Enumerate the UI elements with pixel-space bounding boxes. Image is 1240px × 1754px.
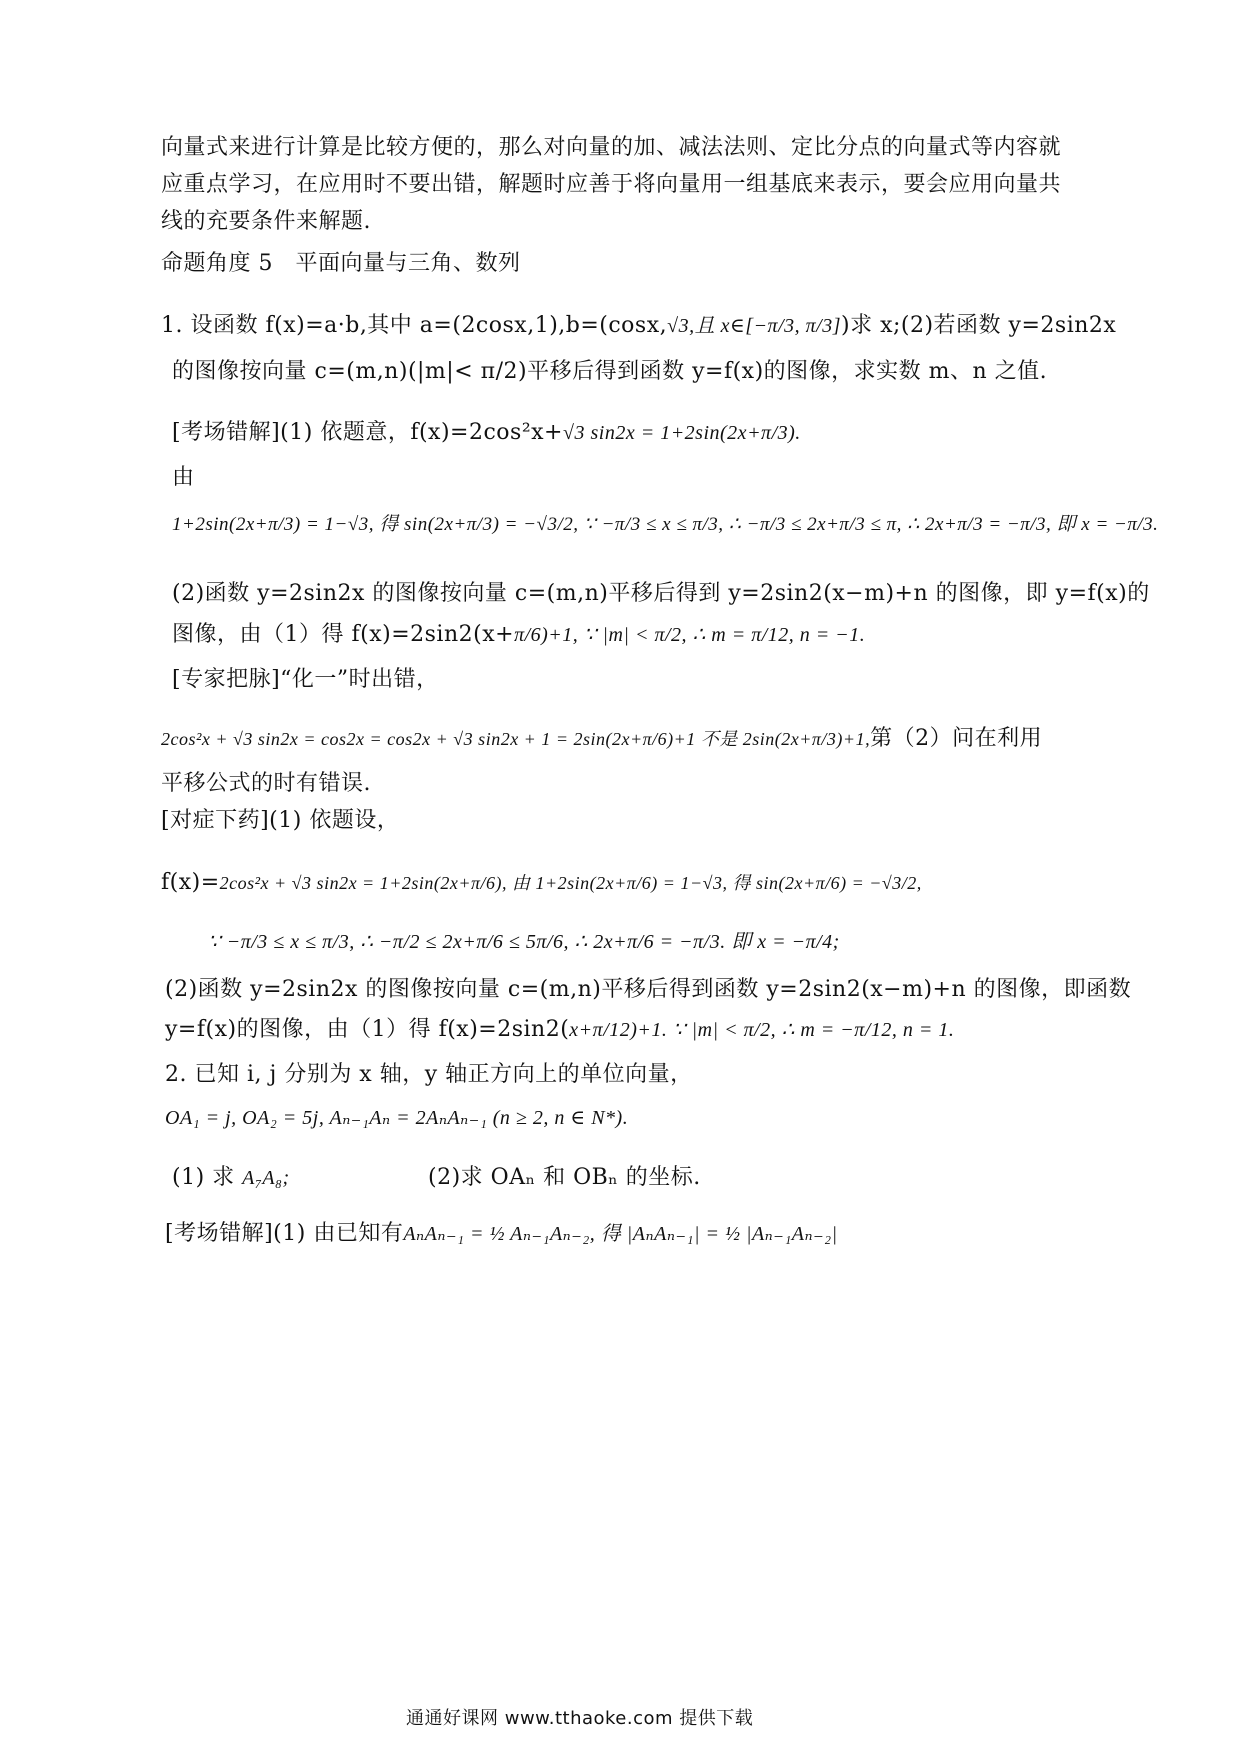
expert-line-3: 平移公式的时有错误. bbox=[161, 771, 371, 796]
problem2-question-2: (2)求 OAₙ 和 OBₙ 的坐标. bbox=[428, 1165, 701, 1190]
wrong1-line1-math: √3 sin2x = 1+2sin(2x+π/3). bbox=[563, 422, 801, 444]
wrong1-line-3: 1+2sin(2x+π/3) = 1−√3, 得 sin(2x+π/3) = −√3/2, ∵ −π/3 ≤ x ≤ π/3, ∴ −π/3 ≤ 2x+π/3 ≤ π, ∴ 2x+π/3 = −π/3, 即 x = −π/3. bbox=[172, 514, 1159, 535]
problem2-line-2: OA₁ = j, OA₂ = 5j, Aₙ₋₁Aₙ = 2AₙAₙ₋₁ (n ≥ 2, n ∈ N*). bbox=[165, 1107, 629, 1129]
problem2-line-1: 2. 已知 i, j 分别为 x 轴，y 轴正方向上的单位向量， bbox=[165, 1062, 693, 1087]
wrong1-line-4: (2)函数 y=2sin2x 的图像按向量 c=(m,n)平移后得到 y=2sin2(x−m)+n 的图像，即 y=f(x)的 bbox=[172, 581, 1150, 606]
correct-label: [对症下药] bbox=[161, 808, 270, 833]
expert-line1-text: “化一”时出错， bbox=[280, 667, 439, 692]
expert-line-2 bbox=[161, 724, 1042, 754]
problem1-line1-math: √3,且 x∈[−π/3, π/3] bbox=[667, 315, 841, 337]
correct-line-5 bbox=[165, 1015, 954, 1045]
correct-line2-math: 2cos²x + √3 sin2x = 1+2sin(2x+π/6), 由 1+2sin(2x+π/6) = 1−√3, 得 sin(2x+π/6) = −√3/2, bbox=[219, 873, 922, 893]
expert-line-1 bbox=[172, 665, 439, 695]
problem2-q1-text: (1) 求 bbox=[172, 1165, 235, 1190]
problem2-q1-math: A₇A₈; bbox=[242, 1167, 290, 1189]
wrong2-label: [考场错解] bbox=[165, 1221, 274, 1246]
intro-line-3: 线的充要条件来解题. bbox=[161, 209, 371, 234]
correct-line5-math: x+π/12)+1. ∵ |m| < π/2, ∴ m = −π/12, n = 1. bbox=[569, 1019, 955, 1041]
wrong2-line-1 bbox=[165, 1219, 838, 1249]
wrong2-line1-math: AₙAₙ₋₁ = ½ Aₙ₋₁Aₙ₋₂, 得 |AₙAₙ₋₁| = ½ |Aₙ₋₁Aₙ₋₂| bbox=[403, 1223, 838, 1245]
correct-line5-text: y=f(x)的图像，由（1）得 f(x)=2sin2( bbox=[165, 1017, 570, 1042]
wrong1-line-5 bbox=[172, 620, 865, 650]
wrong1-line5-text: 图像，由（1）得 f(x)=2sin2(x+ bbox=[172, 622, 515, 647]
wrong1-line5-math: π/6)+1, ∵ |m| < π/2, ∴ m = π/12, n = −1. bbox=[514, 624, 866, 646]
section-heading: 命题角度 5 平面向量与三角、数列 bbox=[161, 251, 521, 276]
correct-line-2 bbox=[161, 868, 922, 898]
problem2-question-1 bbox=[172, 1163, 290, 1193]
intro-line-1: 向量式来进行计算是比较方便的，那么对向量的加、减法法则、定比分点的向量式等内容就 bbox=[161, 135, 1062, 160]
problem1-line-2: 的图像按向量 c=(m,n)(|m|< π/2)平移后得到函数 y=f(x)的图像，求实数 m、n 之值. bbox=[172, 359, 1048, 384]
expert-line2-math: 2cos²x + √3 sin2x = cos2x = cos2x + √3 sin2x + 1 = 2sin(2x+π/6)+1 不是 2sin(2x+π/3)+1, bbox=[161, 729, 871, 749]
expert-label: [专家把脉] bbox=[172, 667, 281, 692]
expert-line2-tail: 第（2）问在利用 bbox=[870, 726, 1043, 751]
wrong1-line1-text: (1) 依题意，f(x)=2cos²x+ bbox=[280, 420, 563, 445]
problem1-line1-text-b: )求 x;(2)若函数 y=2sin2x bbox=[841, 313, 1117, 338]
correct-line-1 bbox=[161, 806, 399, 836]
correct-line-4: (2)函数 y=2sin2x 的图像按向量 c=(m,n)平移后得到函数 y=2sin2(x−m)+n 的图像，即函数 bbox=[165, 977, 1132, 1002]
wrong1-line-1 bbox=[172, 418, 801, 448]
page-footer: 通通好课网 www.tthaoke.com 提供下载 bbox=[406, 1708, 754, 1729]
problem1-line1-text-a: 1. 设函数 f(x)=a·b,其中 a=(2cosx,1),b=(cosx, bbox=[161, 313, 668, 338]
intro-line-2: 应重点学习，在应用时不要出错，解题时应善于将向量用一组基底来表示，要会应用向量共 bbox=[161, 172, 1062, 197]
wrong2-line1-text: (1) 由已知有 bbox=[273, 1221, 404, 1246]
correct-fx: f(x)= bbox=[161, 870, 220, 895]
correct-line-3: ∵ −π/3 ≤ x ≤ π/3, ∴ −π/2 ≤ 2x+π/6 ≤ 5π/6, ∴ 2x+π/6 = −π/3. 即 x = −π/4; bbox=[208, 931, 840, 953]
problem1-line-1 bbox=[161, 311, 1116, 341]
correct-line1-text: (1) 依题设， bbox=[269, 808, 400, 833]
wrong1-label: [考场错解] bbox=[172, 420, 281, 445]
wrong1-line-2: 由 bbox=[172, 465, 195, 490]
